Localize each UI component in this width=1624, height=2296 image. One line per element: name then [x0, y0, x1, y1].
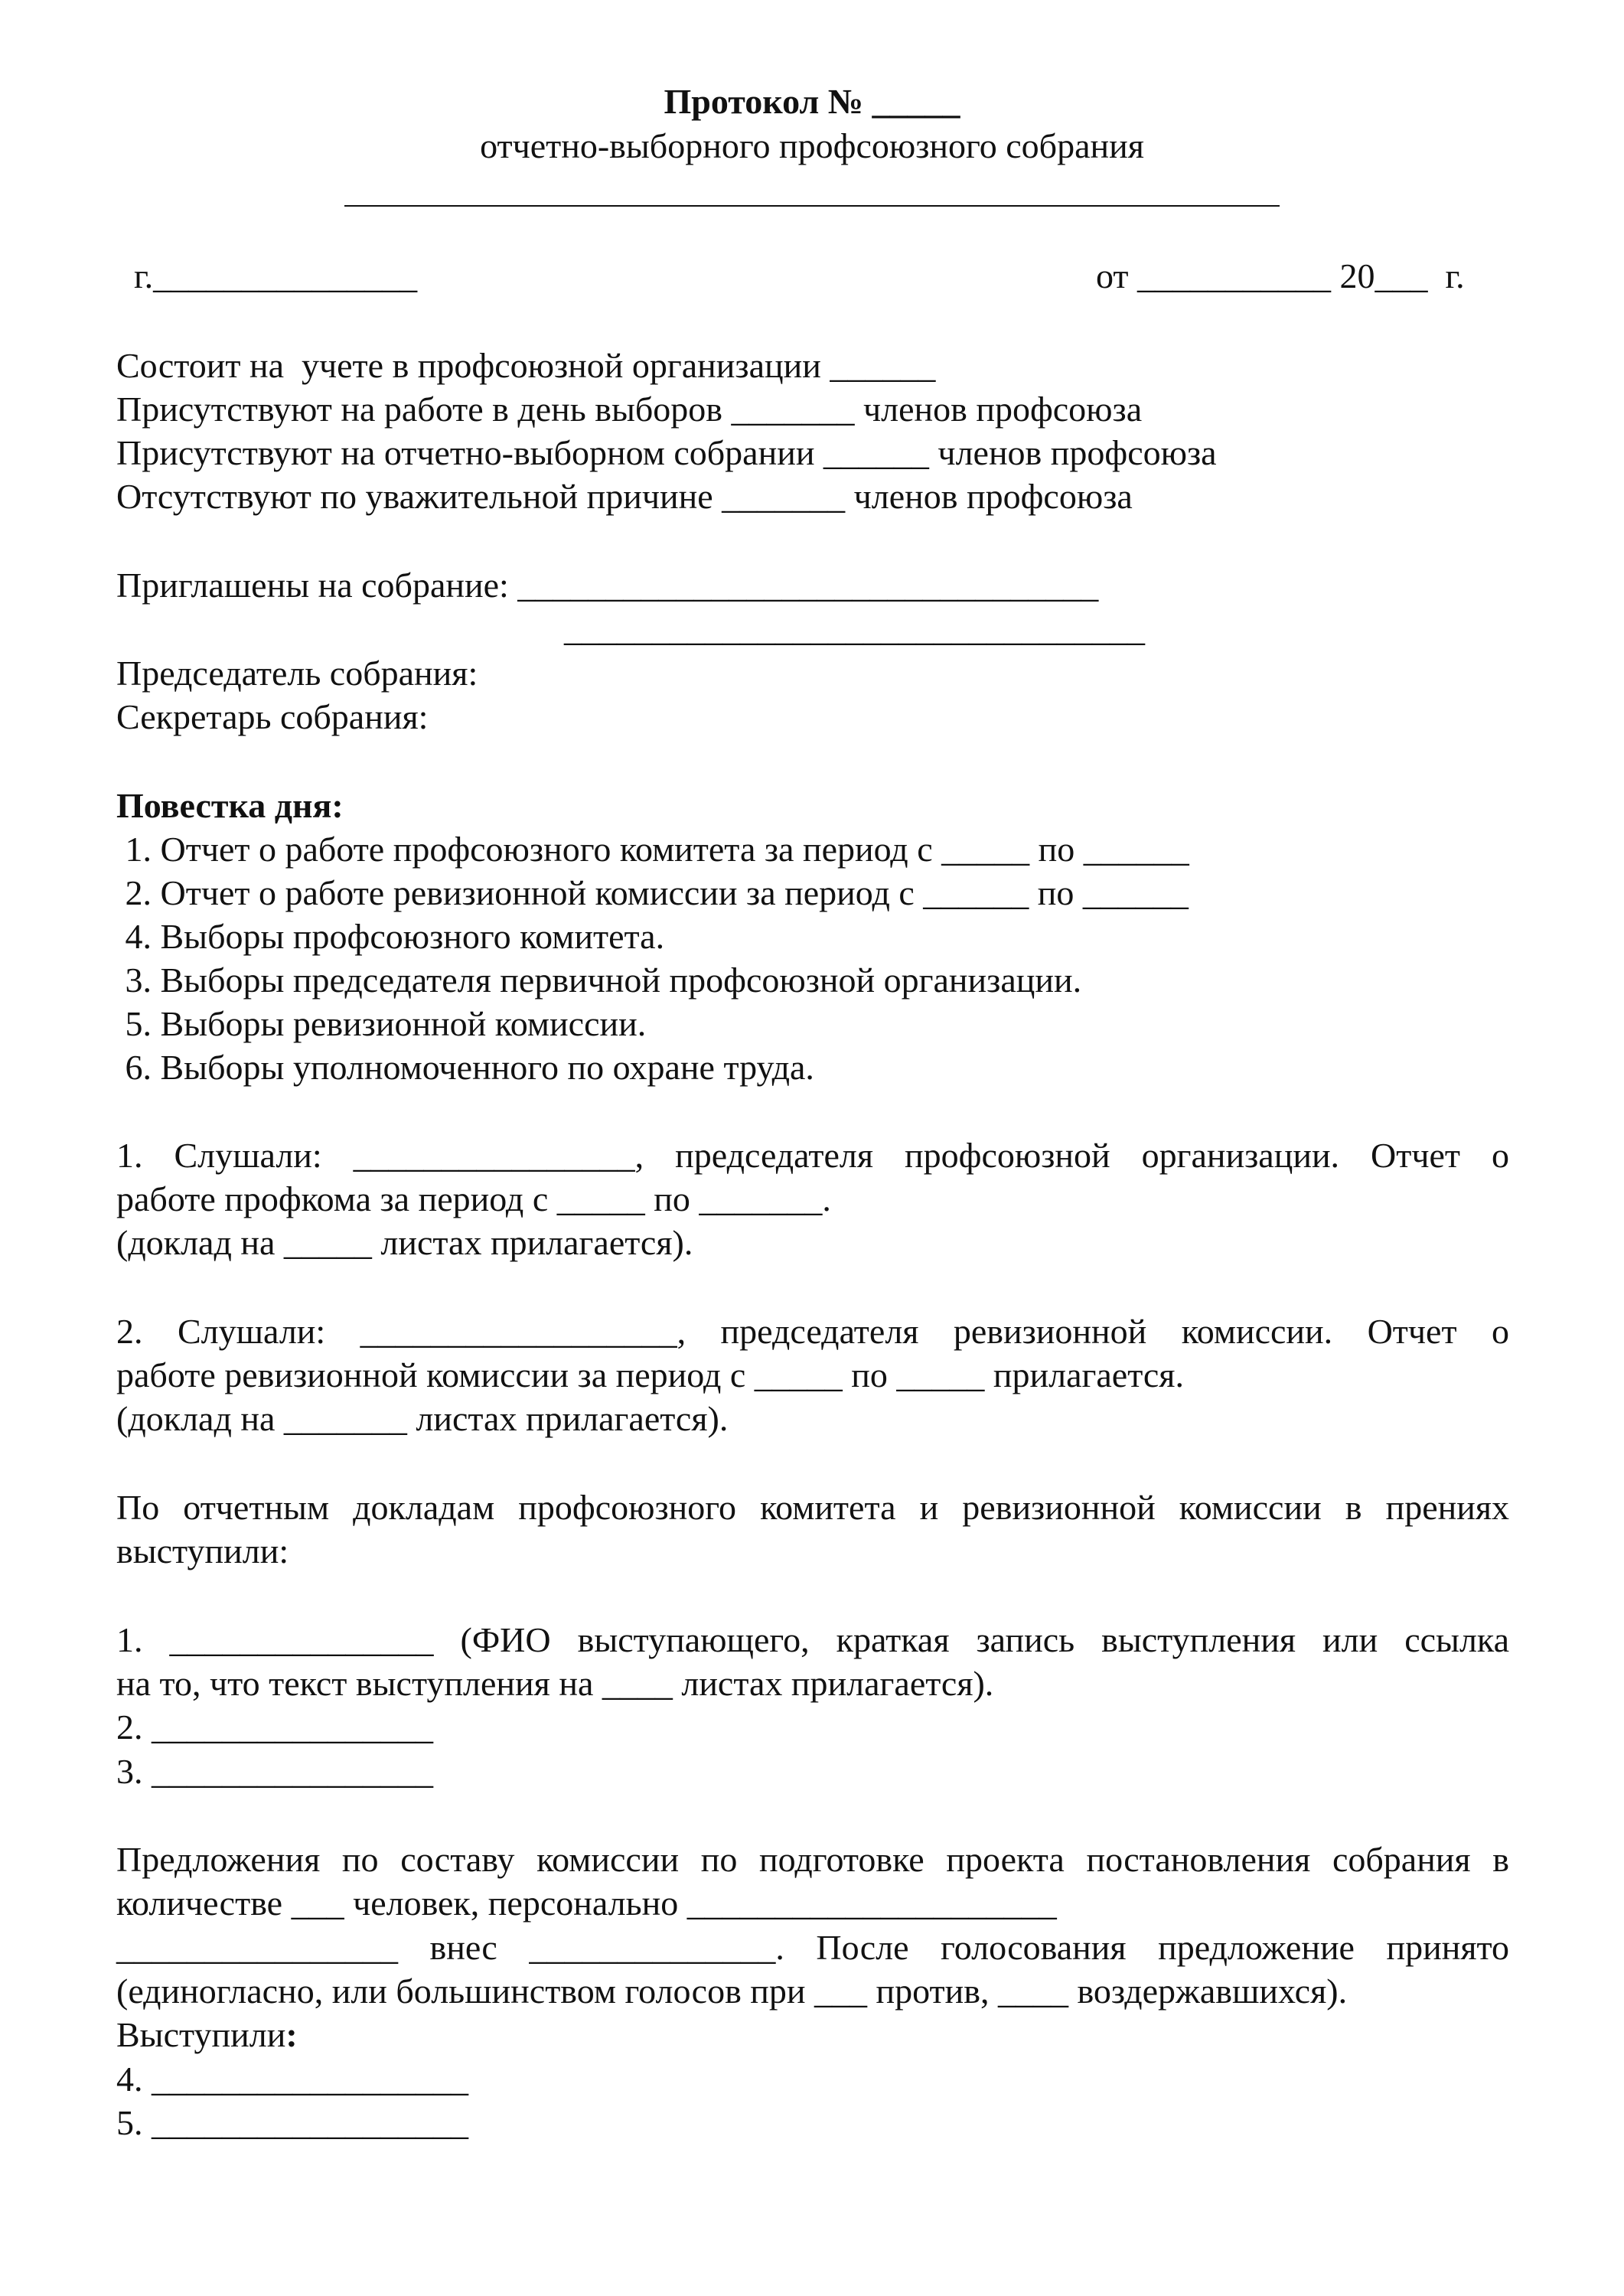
protocol-subtitle: отчетно-выборного профсоюзного собрания — [480, 126, 1144, 165]
attendance-line: Присутствуют на отчетно-выборном собрании ______ членов профсоюза — [116, 433, 1217, 472]
speaker-item: 2. ________________ — [116, 1707, 433, 1746]
attendance-line: Отсутствуют по уважительной причине _______ членов профсоюза — [116, 477, 1133, 516]
spoke-item: 5. __________________ — [116, 2103, 468, 2142]
proposals-line: Предложения по составу комиссии по подготовке проекта постановления собрания в — [116, 1840, 1509, 1879]
organization-name-line — [344, 205, 1280, 207]
attendance-line: Присутствуют на работе в день выборов _______ членов профсоюза — [116, 390, 1143, 429]
spoke-item: 4. __________________ — [116, 2060, 468, 2099]
proposals-line: количестве ___ человек, персонально _____________________ — [116, 1883, 1057, 1923]
invited-line-continued: _________________________________ — [564, 609, 1145, 648]
proposals-line: ________________ внес ______________. После голосования предложение принято — [116, 1928, 1509, 1967]
heard-2-line: 2. Слушали: __________________, председателя ревизионной комиссии. Отчет о — [116, 1312, 1509, 1351]
proposals-line: (единогласно, или большинством голосов при ___ против, ____ воздержавшихся). — [116, 1971, 1348, 2011]
agenda-item: 5. Выборы ревизионной комиссии. — [116, 1004, 647, 1043]
city-field: г._______________ — [134, 256, 418, 295]
date-field: от ___________ 20___ г. — [1096, 256, 1465, 295]
spoke-label — [116, 2013, 298, 2057]
agenda-item: 3. Выборы председателя первичной профсоюзной организации. — [116, 960, 1082, 1000]
speaker-item-continued: на то, что текст выступления на ____ листах прилагается). — [116, 1664, 994, 1703]
debate-line: По отчетным докладам профсоюзного комитета и ревизионной комиссии в прениях — [116, 1488, 1509, 1527]
speaker-item: 3. ________________ — [116, 1752, 433, 1791]
protocol-title: Протокол № _____ — [664, 82, 960, 121]
heard-2-line: работе ревизионной комиссии за период с _____ по _____ прилагается. — [116, 1355, 1184, 1394]
agenda-item: 2. Отчет о работе ревизионной комиссии за период с ______ по ______ — [116, 873, 1189, 912]
agenda-item: 6. Выборы уполномоченного по охране труда. — [116, 1048, 814, 1087]
debate-line: выступили: — [116, 1531, 289, 1570]
secretary-label: Секретарь собрания: — [116, 697, 429, 736]
speaker-item: 1. _______________ (ФИО выступающего, краткая запись выступления или ссылка — [116, 1620, 1509, 1659]
attendance-line: Состоит на учете в профсоюзной организации ______ — [116, 346, 936, 385]
heard-2-line: (доклад на _______ листах прилагается). — [116, 1399, 729, 1438]
spoke-label-colon: : — [285, 2015, 298, 2054]
heard-1-line: работе профкома за период с _____ по _______. — [116, 1179, 831, 1218]
heard-1-line: (доклад на _____ листах прилагается). — [116, 1223, 693, 1262]
spoke-label-text: Выступили — [116, 2015, 286, 2054]
heard-1-line: 1. Слушали: ________________, председателя профсоюзной организации. Отчет о — [116, 1136, 1509, 1175]
invited-line: Приглашены на собрание: _________________________________ — [116, 566, 1099, 605]
agenda-heading: Повестка дня: — [116, 786, 344, 825]
agenda-item: 1. Отчет о работе профсоюзного комитета за период с _____ по ______ — [116, 830, 1189, 869]
agenda-item: 4. Выборы профсоюзного комитета. — [116, 917, 665, 956]
chairman-label: Председатель собрания: — [116, 654, 478, 693]
